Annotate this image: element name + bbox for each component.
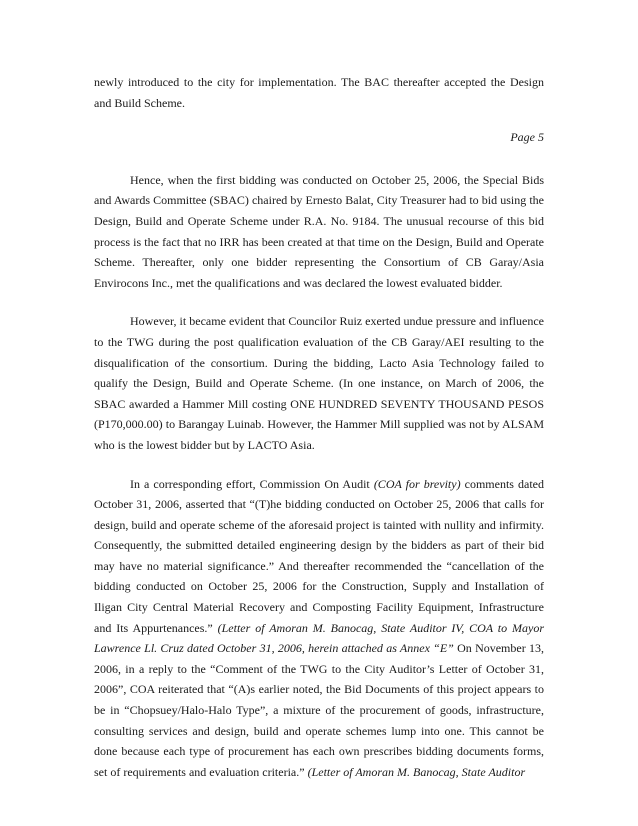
coa-text-1: In a corresponding effort, Commission On Audit — [130, 476, 374, 491]
coa-text-2: comments dated October 31, 2006, asserted that “(T)he bidding conducted on October 25, 2006 that calls for design, build and operate scheme of the aforesaid project is tainted with nullity and infirmity. Consequently, the submitted detailed engineering design by the bidders as part of their bid may have no material significance.” And thereafter recommended the “cancellation of the bidding conducted on October 25, 2006 for the Construction, Supply and Installation of Iligan City Central Material Recovery and Composting Facility Equipment, Infrastructure and Its Appurtenances.” — [94, 476, 544, 635]
document-page — [94, 72, 544, 782]
coa-italic-3: (Letter of Amoran M. Banocag, State Auditor — [307, 764, 526, 779]
paragraph-first-bidding: Hence, when the first bidding was conducted on October 25, 2006, the Special Bids and Awards Committee (SBAC) chaired by Ernesto Balat, City Treasurer had to bid using the Design, Build and Operate Scheme under R.A. No. 9184. The unusual recourse of this bid process is the fact that no IRR has been created at that time on the Design, Build and Operate Scheme. Thereafter, only one bidder representing the Consortium of CB Garay/Asia Envirocons Inc., met the qualifications and was declared the lowest evaluated bidder. — [94, 172, 544, 290]
page-number: Page 5 — [510, 130, 544, 145]
coa-italic-2: (Letter of Amoran M. Banocag, State Auditor IV, COA to Mayor Lawrence Ll. Cruz dated October 31, 2006, herein attached as Annex “E” — [94, 620, 544, 656]
paragraph-councilor-ruiz: However, it became evident that Councilor Ruiz exerted undue pressure and influence to the TWG during the post qualification evaluation of the CB Garay/AEI resulting to the disqualification of the consortium. During the bidding, Lacto Asia Technology failed to qualify the Design, Build and Operate Scheme. (In one instance, on March of 2006, the SBAC awarded a Hammer Mill costing ONE HUNDRED SEVENTY THOUSAND PESOS (P170,000.00) to Barangay Luinab. However, the Hammer Mill supplied was not by ALSAM who is the lowest bidder but by LACTO Asia. — [94, 314, 544, 452]
paragraph-coa-comments — [94, 474, 544, 783]
intro-paragraph: newly introduced to the city for implementation. The BAC thereafter accepted the Design and Build Scheme. — [94, 75, 544, 110]
coa-italic-1: (COA for brevity) — [373, 476, 461, 491]
coa-text-3: On November 13, 2006, in a reply to the “Comment of the TWG to the City Auditor’s Letter of October 31, 2006”, COA reiterated that “(A)s earlier noted, the Bid Documents of this project appears to be in “Chopsuey/Halo-Halo Type”, a mixture of the procurement of goods, infrastructure, consulting services and design, build and operate schemes lump into one. This cannot be done because each type of procurement has each own prescribes bidding documents forms, set of requirements and evaluation criteria.” — [94, 641, 544, 779]
